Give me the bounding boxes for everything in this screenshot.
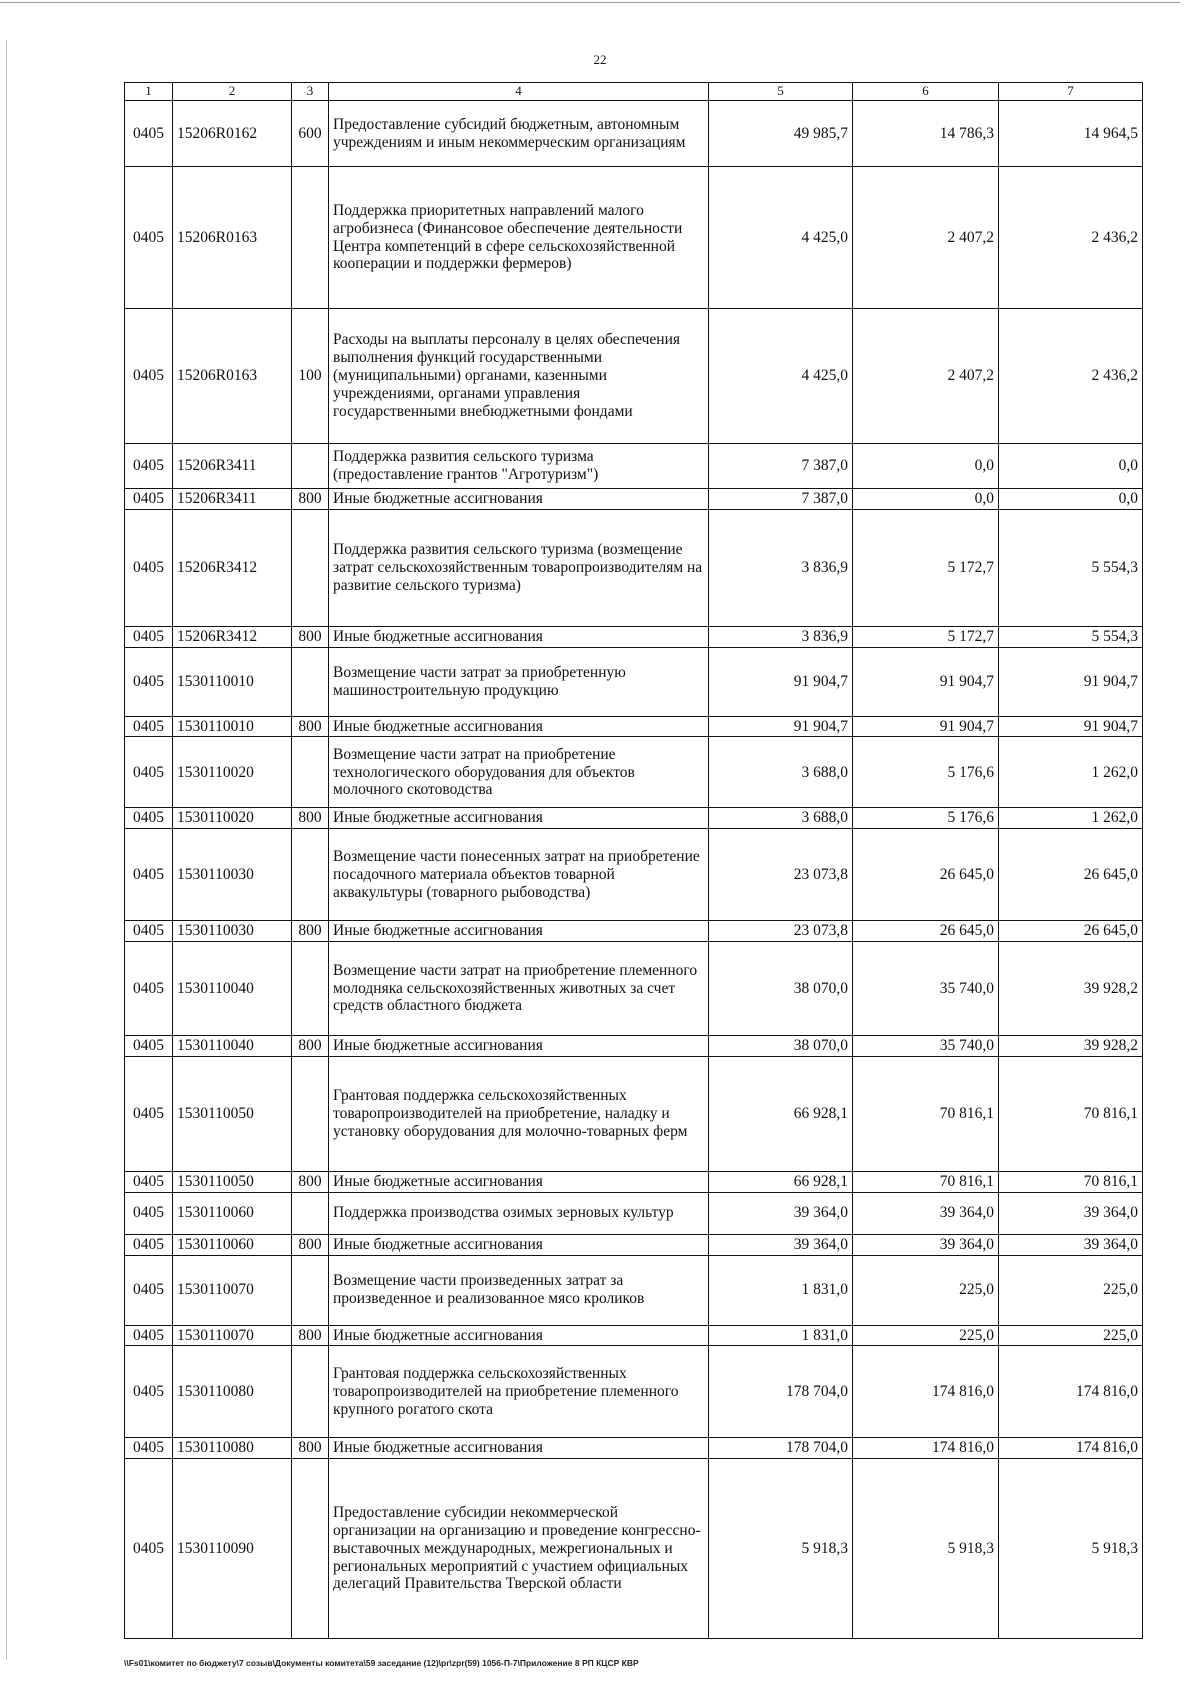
expense-type-cell: 800 [292,1438,329,1459]
section-cell: 0405 [125,1036,173,1057]
amount-col6-cell: 70 816,1 [853,1056,999,1171]
amount-col5-cell: 5 918,3 [709,1459,853,1639]
amount-col5-cell: 91 904,7 [709,647,853,716]
amount-col6-cell: 5 172,7 [853,626,999,647]
description-cell: Иные бюджетные ассигнования [329,921,709,942]
table-row [125,716,1143,737]
description-cell: Возмещение части затрат на приобретение племенного молодняка сельскохозяйственных животных за счет средств областного бюджета [329,942,709,1036]
amount-col6-cell: 39 364,0 [853,1192,999,1234]
section-cell: 0405 [125,1171,173,1192]
budget-table [124,82,1143,1639]
expense-type-cell [292,1056,329,1171]
amount-col7-cell: 0,0 [999,444,1143,489]
amount-col7-cell: 174 816,0 [999,1438,1143,1459]
amount-col7-cell: 5 554,3 [999,509,1143,626]
section-cell: 0405 [125,1192,173,1234]
target-code-cell: 1530110050 [173,1056,292,1171]
target-code-cell: 1530110030 [173,829,292,921]
expense-type-cell: 800 [292,808,329,829]
section-cell: 0405 [125,101,173,167]
table-row [125,921,1143,942]
description-cell: Поддержка развития сельского туризма (предоставление грантов "Агротуризм") [329,444,709,489]
expense-type-cell [292,1459,329,1639]
amount-col5-cell: 39 364,0 [709,1192,853,1234]
amount-col5-cell: 7 387,0 [709,444,853,489]
table-row [125,309,1143,444]
description-cell: Иные бюджетные ассигнования [329,1325,709,1346]
table-row [125,167,1143,309]
amount-col6-cell: 70 816,1 [853,1171,999,1192]
table-body [125,101,1143,1639]
expense-type-cell: 800 [292,1036,329,1057]
scan-top-line [0,2,1180,3]
description-cell: Расходы на выплаты персоналу в целях обеспечения выполнения функций государственными (муниципальными) органами, казенными учреждениями, органами управления государственными внебюджетными фондами [329,309,709,444]
section-cell: 0405 [125,167,173,309]
description-cell: Возмещение части произведенных затрат за произведенное и реализованное мясо кроликов [329,1255,709,1325]
target-code-cell: 15206R3411 [173,489,292,510]
table-row [125,1036,1143,1057]
amount-col6-cell: 5 176,6 [853,808,999,829]
table-row [125,489,1143,510]
column-header: 4 [329,83,709,101]
target-code-cell: 15206R0163 [173,167,292,309]
amount-col6-cell: 14 786,3 [853,101,999,167]
amount-col6-cell: 91 904,7 [853,716,999,737]
table-row [125,1325,1143,1346]
amount-col6-cell: 5 172,7 [853,509,999,626]
target-code-cell: 1530110070 [173,1255,292,1325]
description-cell: Грантовая поддержка сельскохозяйственных товаропроизводителей на приобретение, наладку и установку оборудования для молочно-товарных ферм [329,1056,709,1171]
expense-type-cell: 800 [292,921,329,942]
amount-col7-cell: 5 918,3 [999,1459,1143,1639]
section-cell: 0405 [125,1325,173,1346]
target-code-cell: 1530110040 [173,942,292,1036]
description-cell: Иные бюджетные ассигнования [329,1234,709,1255]
description-cell: Иные бюджетные ассигнования [329,716,709,737]
footer-file-path: \\Fs01\комитет по бюджету\7 созыв\Документы комитета\59 заседание (12)\pr\zpr(59) 1056-П-7\Приложение 8 РП КЦСР КВР [124,1658,639,1668]
amount-col5-cell: 1 831,0 [709,1255,853,1325]
expense-type-cell: 800 [292,1234,329,1255]
description-cell: Предоставление субсидий бюджетным, автономным учреждениям и иным некоммерческим организациям [329,101,709,167]
amount-col6-cell: 39 364,0 [853,1234,999,1255]
amount-col7-cell: 91 904,7 [999,647,1143,716]
section-cell: 0405 [125,489,173,510]
target-code-cell: 1530110070 [173,1325,292,1346]
section-cell: 0405 [125,1234,173,1255]
amount-col5-cell: 3 688,0 [709,808,853,829]
expense-type-cell [292,829,329,921]
amount-col6-cell: 91 904,7 [853,647,999,716]
amount-col7-cell: 91 904,7 [999,716,1143,737]
description-cell: Иные бюджетные ассигнования [329,1438,709,1459]
target-code-cell: 15206R3412 [173,509,292,626]
amount-col7-cell: 70 816,1 [999,1171,1143,1192]
expense-type-cell: 800 [292,1171,329,1192]
amount-col5-cell: 3 688,0 [709,737,853,808]
target-code-cell: 15206R3411 [173,444,292,489]
description-cell: Поддержка развития сельского туризма (возмещение затрат сельскохозяйственным товаропроизводителям на развитие сельского туризма) [329,509,709,626]
expense-type-cell: 800 [292,1325,329,1346]
amount-col6-cell: 2 407,2 [853,309,999,444]
amount-col7-cell: 0,0 [999,489,1143,510]
amount-col6-cell: 5 176,6 [853,737,999,808]
column-header: 3 [292,83,329,101]
amount-col7-cell: 26 645,0 [999,921,1143,942]
expense-type-cell [292,1192,329,1234]
target-code-cell: 15206R3412 [173,626,292,647]
amount-col5-cell: 178 704,0 [709,1346,853,1438]
section-cell: 0405 [125,509,173,626]
page-number: 22 [593,52,607,67]
section-cell: 0405 [125,1346,173,1438]
expense-type-cell: 100 [292,309,329,444]
amount-col7-cell: 1 262,0 [999,808,1143,829]
target-code-cell: 15206R0163 [173,309,292,444]
table-row [125,444,1143,489]
amount-col5-cell: 39 364,0 [709,1234,853,1255]
column-header: 7 [999,83,1143,101]
expense-type-cell [292,509,329,626]
expense-type-cell [292,1346,329,1438]
section-cell: 0405 [125,829,173,921]
description-cell: Поддержка производства озимых зерновых культур [329,1192,709,1234]
amount-col5-cell: 66 928,1 [709,1171,853,1192]
target-code-cell: 1530110020 [173,808,292,829]
section-cell: 0405 [125,1438,173,1459]
expense-type-cell [292,942,329,1036]
amount-col7-cell: 14 964,5 [999,101,1143,167]
table-row [125,1346,1143,1438]
target-code-cell: 1530110080 [173,1438,292,1459]
description-cell: Предоставление субсидии некоммерческой организации на организацию и проведение конгрессно-выставочных международных, межрегиональных и региональных мероприятий с участием официальных делегаций Правительства Тверской области [329,1459,709,1639]
target-code-cell: 1530110010 [173,716,292,737]
amount-col6-cell: 0,0 [853,444,999,489]
target-code-cell: 1530110010 [173,647,292,716]
amount-col5-cell: 38 070,0 [709,1036,853,1057]
amount-col6-cell: 26 645,0 [853,829,999,921]
section-cell: 0405 [125,647,173,716]
amount-col7-cell: 39 928,2 [999,942,1143,1036]
amount-col5-cell: 178 704,0 [709,1438,853,1459]
amount-col5-cell: 38 070,0 [709,942,853,1036]
description-cell: Иные бюджетные ассигнования [329,1036,709,1057]
section-cell: 0405 [125,808,173,829]
amount-col7-cell: 39 364,0 [999,1192,1143,1234]
expense-type-cell [292,444,329,489]
amount-col6-cell: 5 918,3 [853,1459,999,1639]
table-row [125,1255,1143,1325]
table-row [125,101,1143,167]
target-code-cell: 1530110020 [173,737,292,808]
amount-col5-cell: 23 073,8 [709,829,853,921]
table-row [125,1438,1143,1459]
amount-col6-cell: 174 816,0 [853,1438,999,1459]
section-cell: 0405 [125,716,173,737]
section-cell: 0405 [125,309,173,444]
table-row [125,1459,1143,1639]
table-row [125,626,1143,647]
target-code-cell: 15206R0162 [173,101,292,167]
amount-col5-cell: 4 425,0 [709,167,853,309]
table-row [125,647,1143,716]
description-cell: Возмещение части затрат на приобретение технологического оборудования для объектов молочного скотоводства [329,737,709,808]
description-cell: Возмещение части затрат за приобретенную машиностроительную продукцию [329,647,709,716]
section-cell: 0405 [125,1056,173,1171]
amount-col7-cell: 225,0 [999,1255,1143,1325]
description-cell: Поддержка приоритетных направлений малого агробизнеса (Финансовое обеспечение деятельности Центра компетенций в сфере сельскохозяйственной кооперации и поддержки фермеров) [329,167,709,309]
description-cell: Иные бюджетные ассигнования [329,1171,709,1192]
expense-type-cell [292,1255,329,1325]
table-row [125,829,1143,921]
header-row [125,83,1143,101]
amount-col7-cell: 39 364,0 [999,1234,1143,1255]
expense-type-cell [292,737,329,808]
column-header: 5 [709,83,853,101]
amount-col6-cell: 26 645,0 [853,921,999,942]
amount-col5-cell: 1 831,0 [709,1325,853,1346]
amount-col6-cell: 2 407,2 [853,167,999,309]
amount-col5-cell: 3 836,9 [709,509,853,626]
amount-col5-cell: 49 985,7 [709,101,853,167]
table-row [125,808,1143,829]
amount-col7-cell: 225,0 [999,1325,1143,1346]
amount-col5-cell: 4 425,0 [709,309,853,444]
amount-col7-cell: 5 554,3 [999,626,1143,647]
expense-type-cell: 600 [292,101,329,167]
expense-type-cell [292,167,329,309]
target-code-cell: 1530110090 [173,1459,292,1639]
amount-col6-cell: 0,0 [853,489,999,510]
amount-col7-cell: 39 928,2 [999,1036,1143,1057]
section-cell: 0405 [125,737,173,808]
amount-col5-cell: 23 073,8 [709,921,853,942]
section-cell: 0405 [125,1255,173,1325]
target-code-cell: 1530110030 [173,921,292,942]
amount-col7-cell: 26 645,0 [999,829,1143,921]
description-cell: Иные бюджетные ассигнования [329,489,709,510]
section-cell: 0405 [125,626,173,647]
amount-col5-cell: 66 928,1 [709,1056,853,1171]
section-cell: 0405 [125,444,173,489]
target-code-cell: 1530110060 [173,1192,292,1234]
expense-type-cell: 800 [292,626,329,647]
amount-col6-cell: 35 740,0 [853,942,999,1036]
table-row [125,737,1143,808]
amount-col6-cell: 225,0 [853,1255,999,1325]
target-code-cell: 1530110060 [173,1234,292,1255]
description-cell: Грантовая поддержка сельскохозяйственных товаропроизводителей на приобретение племенного крупного рогатого скота [329,1346,709,1438]
amount-col7-cell: 70 816,1 [999,1056,1143,1171]
description-cell: Иные бюджетные ассигнования [329,808,709,829]
amount-col5-cell: 91 904,7 [709,716,853,737]
amount-col6-cell: 225,0 [853,1325,999,1346]
table-row [125,1234,1143,1255]
table-row [125,942,1143,1036]
target-code-cell: 1530110050 [173,1171,292,1192]
scan-edge-line [6,40,7,1660]
description-cell: Возмещение части понесенных затрат на приобретение посадочного материала объектов товарной аквакультуры (товарного рыбоводства) [329,829,709,921]
amount-col5-cell: 3 836,9 [709,626,853,647]
column-header: 6 [853,83,999,101]
table-row [125,509,1143,626]
section-cell: 0405 [125,921,173,942]
expense-type-cell [292,647,329,716]
target-code-cell: 1530110080 [173,1346,292,1438]
amount-col7-cell: 2 436,2 [999,309,1143,444]
expense-type-cell: 800 [292,716,329,737]
section-cell: 0405 [125,1459,173,1639]
expense-type-cell: 800 [292,489,329,510]
amount-col7-cell: 174 816,0 [999,1346,1143,1438]
amount-col6-cell: 35 740,0 [853,1036,999,1057]
amount-col7-cell: 2 436,2 [999,167,1143,309]
description-cell: Иные бюджетные ассигнования [329,626,709,647]
target-code-cell: 1530110040 [173,1036,292,1057]
table-row [125,1171,1143,1192]
table-row [125,1192,1143,1234]
column-header: 1 [125,83,173,101]
column-header: 2 [173,83,292,101]
section-cell: 0405 [125,942,173,1036]
amount-col5-cell: 7 387,0 [709,489,853,510]
amount-col7-cell: 1 262,0 [999,737,1143,808]
table-row [125,1056,1143,1171]
amount-col6-cell: 174 816,0 [853,1346,999,1438]
